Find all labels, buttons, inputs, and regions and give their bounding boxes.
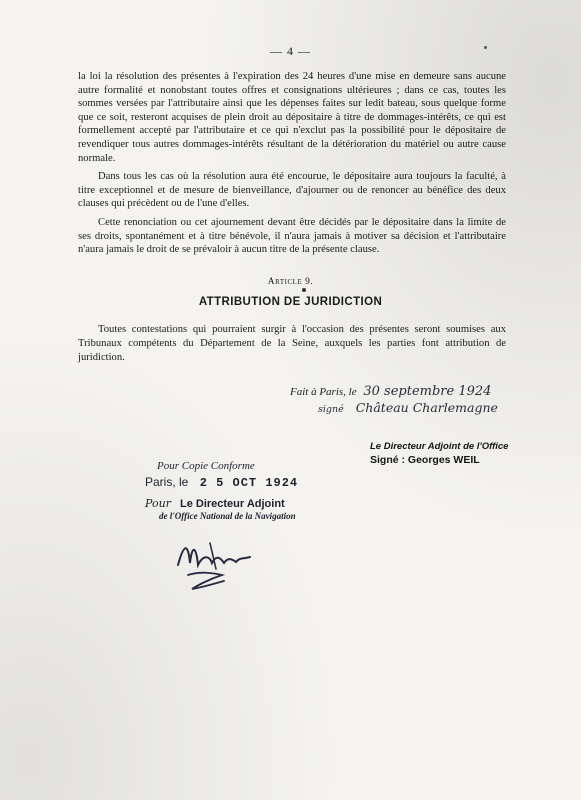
handwritten-date: 30 septembre 1924 xyxy=(363,384,492,399)
place-label: Fait à Paris, le xyxy=(290,386,357,398)
director-line xyxy=(145,497,345,510)
paragraph-faculte: Dans tous les cas où la résolution aura été encourue, le dépositaire aura toujours la faculté, à titre exceptionnel et de mesure de bienveillance, d'ajourner ou de renoncer au bénéfice des deux clauses qui précèdent ou de l'une d'elles. xyxy=(78,171,506,210)
date-stamp: 2 5 OCT 1924 xyxy=(199,476,299,490)
jurisdiction-clause: Toutes contestations qui pourraient surgir à l'occasion des présentes seront soumises aux Tribunaux compétents du Département de la Seine, auxquels les parties font attribution de juridiction. xyxy=(78,324,506,363)
director-stamp xyxy=(370,441,530,466)
paper-mark xyxy=(484,46,487,49)
signed-prefix: signé xyxy=(318,404,344,415)
copy-city: Paris, le xyxy=(145,475,189,489)
place-date-line xyxy=(290,384,491,399)
signed-line xyxy=(318,400,498,415)
stamp-title: Le Directeur Adjoint de l'Office xyxy=(370,441,509,452)
section-title: ATTRIBUTION DE JURIDICTION xyxy=(198,296,383,308)
paragraph-renonciation: Cette renonciation ou cet ajournement devant être décidés par le dépositaire dans la limite de ses droits, spontanément et à titre bénévole, il n'aura jamais à motiver sa décision et l'attributaire n'aura jamais le droit de se prévaloir à aucun titre de la présente clause. xyxy=(78,216,506,256)
stamp-signature: Signé : Georges WEIL xyxy=(370,454,480,466)
signed-name: Château Charlemagne xyxy=(355,400,498,415)
director-title: Le Directeur Adjoint xyxy=(179,498,285,510)
paragraph-resolution: la loi la résolution des présentes à l'expiration des 24 heures d'une mise en demeure sans aucune autre formalité et nonobstant toutes offres et consignations ultérieures ; dans ce cas, toutes les sommes versées par l'attributaire ainsi que les dépenses faites sur ledit bateau, sous quelque forme que ce soit, resteront acquises de plein droit au dépositaire à titre de dommages-intérêts, ce qui est formellement accepté par l'attributaire et ce qui n'exclut pas la possibilité pour le dépositaire de revendiquer tous autres dommages-intérêts résultant de la détérioration du matériel ou autre cause normale. xyxy=(78,71,506,164)
certified-copy-block xyxy=(145,460,345,521)
article-heading: Article 9. xyxy=(267,277,314,287)
copy-date-row xyxy=(145,475,345,490)
paper-mark xyxy=(302,288,306,292)
handwritten-signature xyxy=(170,535,270,595)
pour-label: Pour xyxy=(145,497,171,510)
page-number: — 4 — xyxy=(270,44,311,58)
copy-label: Pour Copie Conforme xyxy=(157,460,255,472)
office-name: de l'Office National de la Navigation xyxy=(159,511,296,521)
body-text xyxy=(78,70,506,262)
